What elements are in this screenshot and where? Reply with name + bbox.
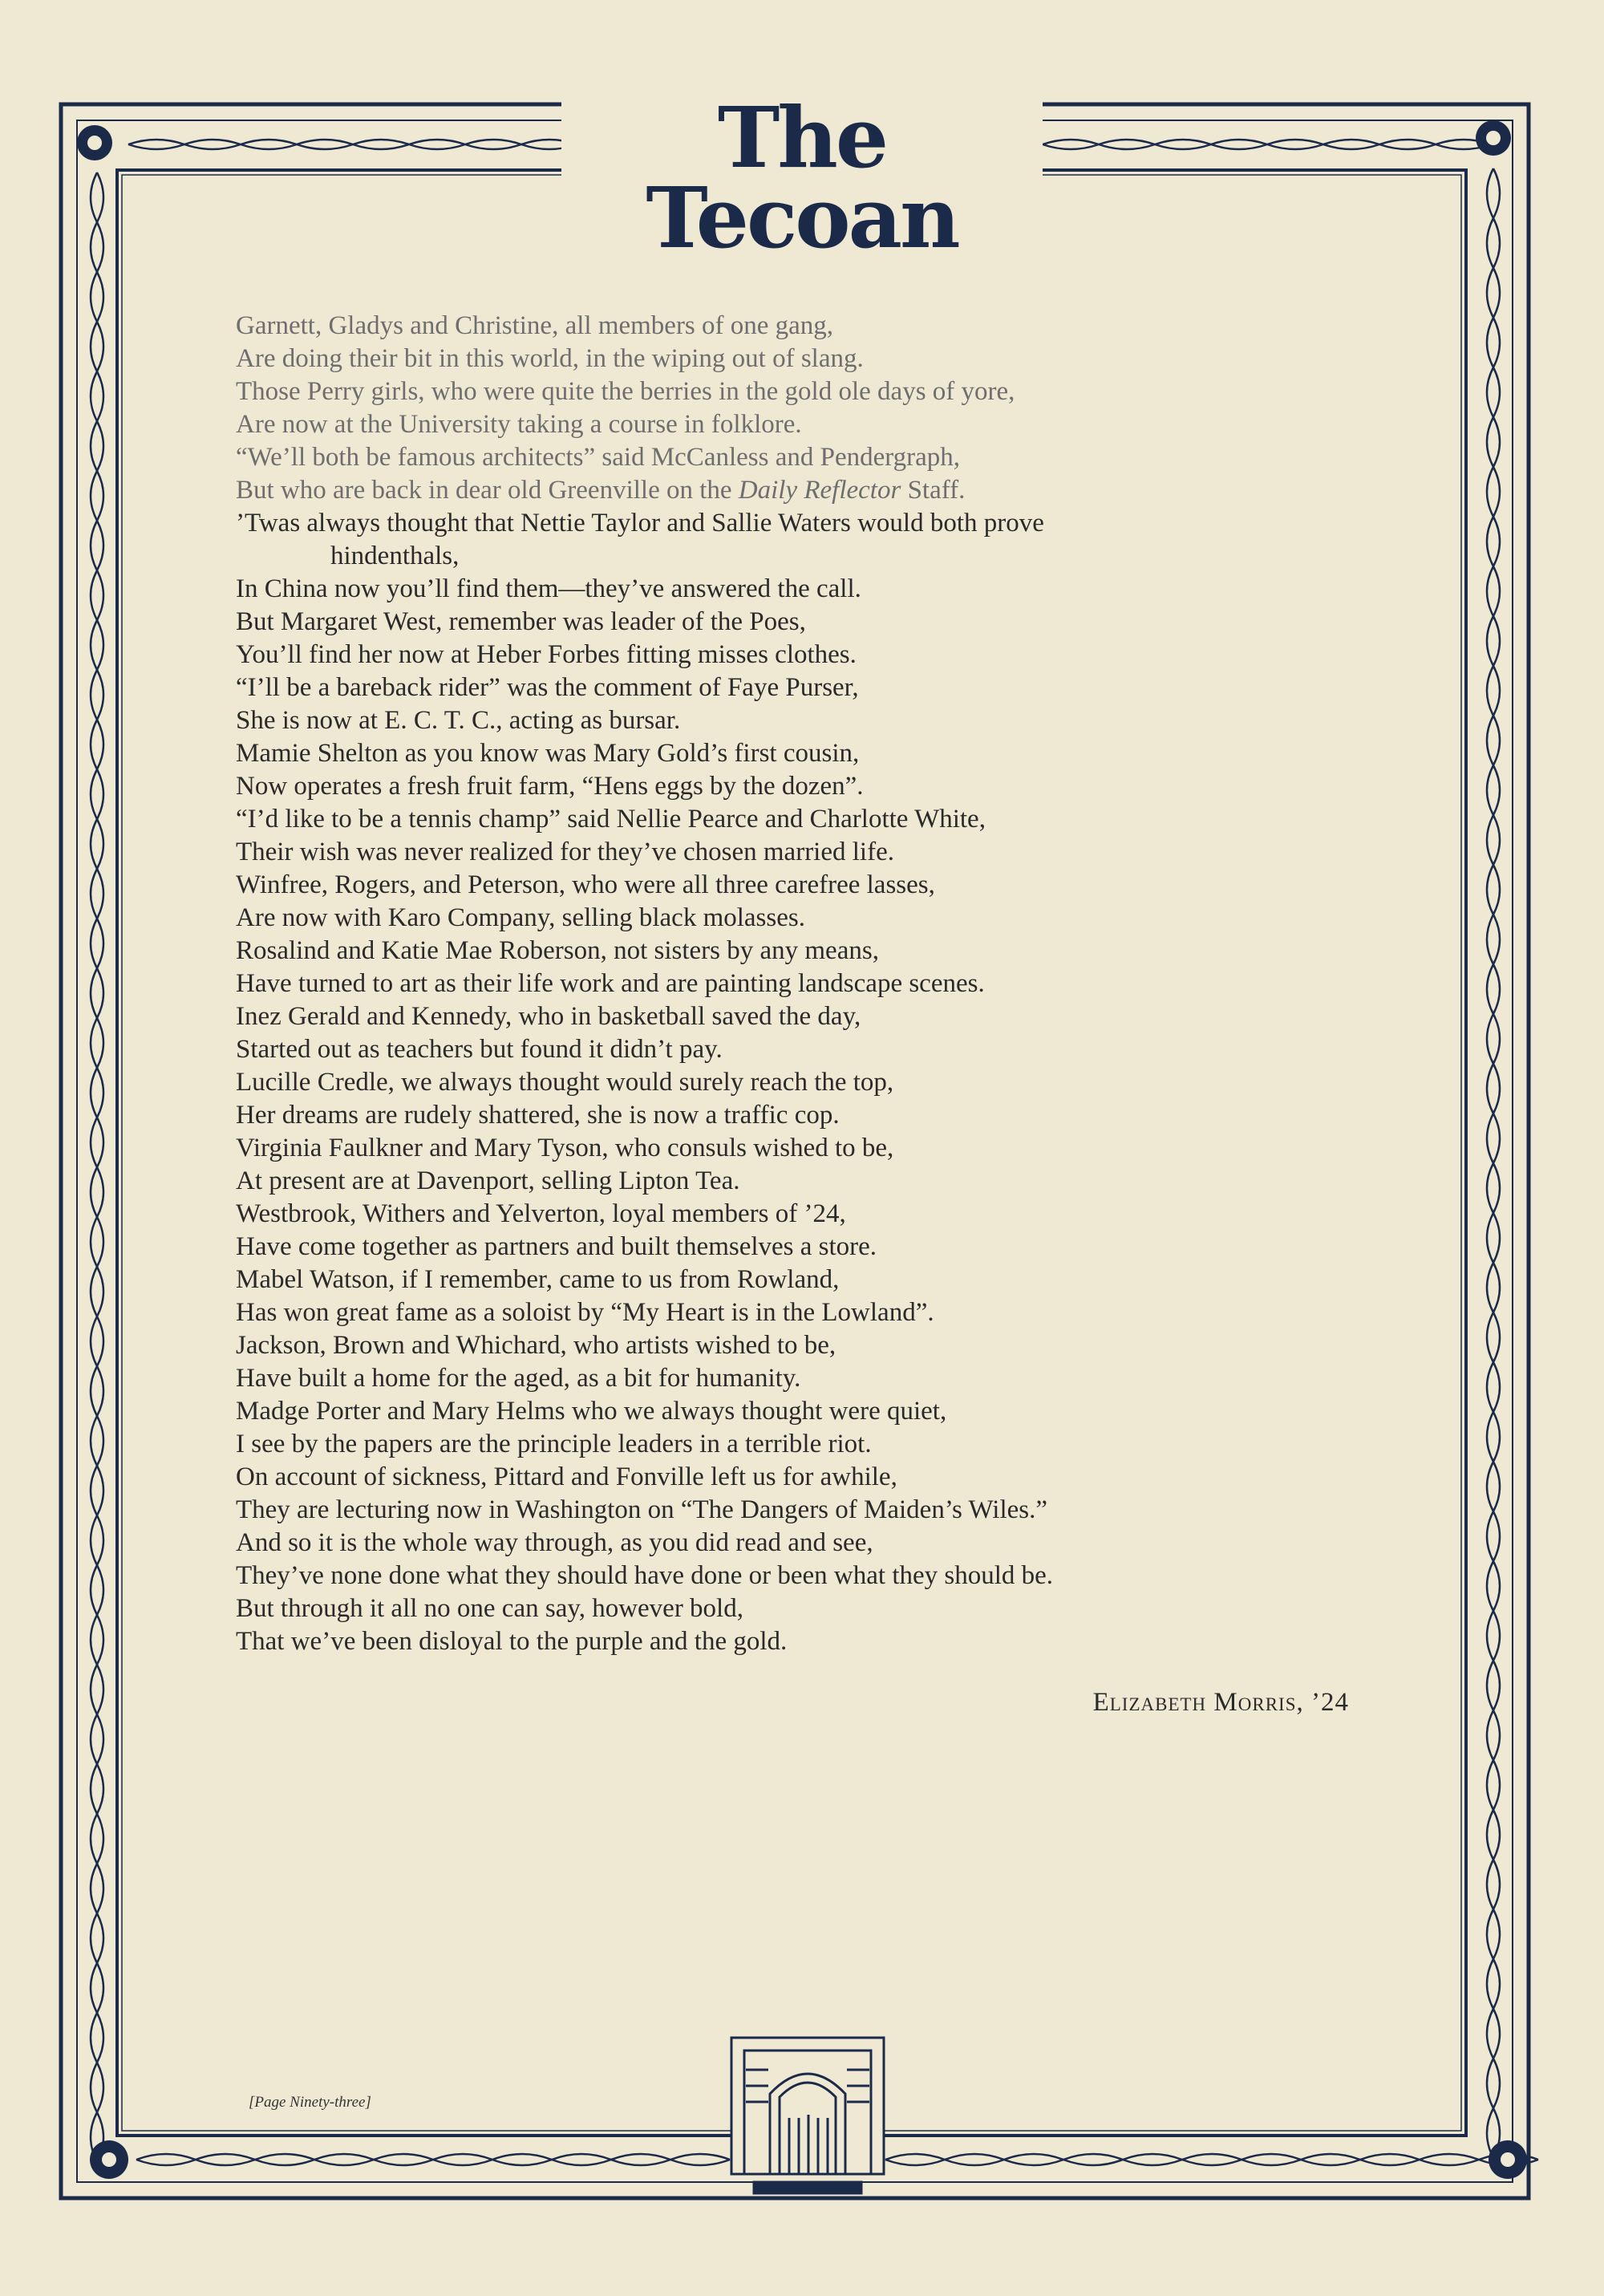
vine-leaf xyxy=(91,371,103,421)
vine-leaf xyxy=(409,140,465,149)
vine-leaf xyxy=(1487,964,1500,1014)
vine-leaf xyxy=(945,2154,1004,2165)
vine-leaf xyxy=(374,2154,433,2165)
vine-leaf xyxy=(1123,2154,1182,2165)
vine-leaf xyxy=(91,471,103,521)
poem-line: Have turned to art as their life work and are painting landscape scenes. xyxy=(236,969,985,998)
poem-line: They are lecturing now in Washington on “The Dangers of Maiden’s Wiles.” xyxy=(236,1495,1048,1524)
vine-leaf xyxy=(1323,140,1379,149)
vine-leaf xyxy=(91,1316,103,1366)
vine-leaf xyxy=(1487,1710,1500,1760)
vine-leaf xyxy=(91,1615,103,1665)
vine-leaf xyxy=(91,1515,103,1565)
vine-leaf xyxy=(1487,616,1500,666)
vine-leaf xyxy=(91,1814,103,1864)
vine-leaf xyxy=(314,2154,374,2165)
poem-body xyxy=(236,310,1391,1658)
vine-leaf xyxy=(91,968,103,1018)
vine-leaf xyxy=(1241,2154,1301,2165)
right-vine-ornament xyxy=(1487,168,1500,2158)
vine-leaf xyxy=(885,2154,945,2165)
vine-leaf xyxy=(433,2154,492,2165)
vine-leaf xyxy=(1487,268,1500,318)
poem-line: Have come together as partners and built themselves a store. xyxy=(236,1232,877,1261)
poem-line: Those Perry girls, who were quite the berries in the gold ole days of yore, xyxy=(236,377,1015,406)
vine-leaf xyxy=(1379,140,1436,149)
vine-leaf xyxy=(1487,2009,1500,2059)
vine-leaf xyxy=(1487,367,1500,417)
vine-leaf xyxy=(91,2013,103,2063)
vine-leaf xyxy=(91,1118,103,1167)
vine-leaf xyxy=(1267,140,1323,149)
poem-line: In China now you’ll find them—they’ve answered the call. xyxy=(236,574,861,603)
vine-leaf xyxy=(1487,1511,1500,1561)
vine-leaf xyxy=(128,140,184,149)
vine-leaf xyxy=(91,570,103,620)
vine-leaf xyxy=(1487,168,1500,218)
poem-line: Mamie Shelton as you know was Mary Gold’s first cousin, xyxy=(236,739,860,768)
vine-leaf xyxy=(241,140,297,149)
vine-leaf xyxy=(1487,1760,1500,1810)
poem-line: Are now with Karo Company, selling black molasses. xyxy=(236,903,805,932)
vine-leaf xyxy=(1211,140,1267,149)
vine-leaf xyxy=(91,720,103,769)
poem-line: “I’ll be a bareback rider” was the comment of Faye Purser, xyxy=(236,673,859,702)
vine-leaf xyxy=(1487,865,1500,915)
poem-line: Their wish was never realized for they’ve chosen married life. xyxy=(236,838,894,866)
vine-leaf xyxy=(1487,467,1500,517)
vine-leaf xyxy=(196,2154,255,2165)
vine-leaf xyxy=(1301,2154,1360,2165)
vine-leaf xyxy=(1487,1462,1500,1511)
vine-leaf xyxy=(91,172,103,222)
vine-leaf xyxy=(91,819,103,869)
vine-leaf xyxy=(91,670,103,720)
vine-leaf xyxy=(353,140,409,149)
vine-leaf xyxy=(91,1068,103,1118)
vine-leaf xyxy=(1063,2154,1123,2165)
vine-leaf xyxy=(91,1714,103,1764)
vine-leaf xyxy=(1487,1909,1500,1959)
vine-leaf xyxy=(91,1267,103,1316)
poem-line: Westbrook, Withers and Yelverton, loyal members of ’24, xyxy=(236,1199,846,1228)
vine-leaf xyxy=(91,1565,103,1615)
vine-leaf xyxy=(670,2154,730,2165)
poem-line: “We’ll both be famous architects” said McCanless and Pendergraph, xyxy=(236,443,961,472)
poem-line: They’ve none done what they should have done or been what they should be. xyxy=(236,1561,1054,1590)
vine-leaf xyxy=(1487,2059,1500,2108)
left-vine-ornament xyxy=(91,172,103,2162)
poem-line: Have built a home for the aged, as a bit for humanity. xyxy=(236,1364,801,1393)
vine-leaf xyxy=(91,1466,103,1515)
vine-leaf xyxy=(1487,218,1500,268)
poem-line: Madge Porter and Mary Helms who we always thought were quiet, xyxy=(236,1397,947,1426)
vine-leaf xyxy=(465,140,521,149)
vine-leaf xyxy=(1099,140,1155,149)
vine-leaf xyxy=(297,140,353,149)
poem-line: Garnett, Gladys and Christine, all members of one gang, xyxy=(236,311,834,340)
vine-leaf xyxy=(1487,1412,1500,1462)
vine-leaf xyxy=(1487,1810,1500,1860)
poem-line: Mabel Watson, if I remember, came to us from Rowland, xyxy=(236,1265,840,1294)
vine-leaf xyxy=(1487,915,1500,964)
poem-line: hindenthals, xyxy=(330,542,460,570)
vine-leaf xyxy=(91,1018,103,1068)
poem-line: Has won great fame as a soloist by “My Heart is in the Lowland”. xyxy=(236,1298,934,1327)
poem-line: Rosalind and Katie Mae Roberson, not sisters by any means, xyxy=(236,936,879,965)
vine-leaf xyxy=(91,1665,103,1714)
poem-line: You’ll find her now at Heber Forbes fitting misses clothes. xyxy=(236,640,857,669)
vine-leaf xyxy=(91,1217,103,1267)
vine-leaf xyxy=(91,1963,103,2013)
poem-line: Are now at the University taking a course in folklore. xyxy=(236,410,802,439)
vine-leaf xyxy=(91,222,103,272)
vine-leaf xyxy=(91,421,103,471)
vine-leaf xyxy=(91,1167,103,1217)
poem-line: ’Twas always thought that Nettie Taylor and Sallie Waters would both prove xyxy=(236,509,1044,537)
vine-leaf xyxy=(1487,765,1500,815)
poem-line: And so it is the whole way through, as you did read and see, xyxy=(236,1528,873,1557)
vine-leaf xyxy=(1487,517,1500,566)
poem-line: Lucille Credle, we always thought would surely reach the top, xyxy=(236,1068,894,1097)
vine-leaf xyxy=(1487,1263,1500,1312)
vine-leaf xyxy=(1487,1362,1500,1412)
vine-leaf xyxy=(1487,1163,1500,1213)
building-emblem-icon xyxy=(731,2038,884,2193)
poem-line: Winfree, Rogers, and Peterson, who were all three carefree lasses, xyxy=(236,870,935,899)
vine-leaf xyxy=(91,521,103,570)
vine-leaf xyxy=(91,1764,103,1814)
vine-leaf xyxy=(91,769,103,819)
vine-leaf xyxy=(1487,417,1500,467)
poem-line: Are doing their bit in this world, in the wiping out of slang. xyxy=(236,344,864,373)
poem-line: That we’ve been disloyal to the purple and the gold. xyxy=(236,1627,788,1656)
masthead-title: The Tecoan xyxy=(561,98,1043,178)
vine-leaf xyxy=(1487,1860,1500,1909)
vine-leaf xyxy=(136,2154,196,2165)
vine-leaf xyxy=(1487,1561,1500,1611)
poem-line: Started out as teachers but found it didn’t pay. xyxy=(236,1035,723,1064)
vine-leaf xyxy=(1487,815,1500,865)
vine-leaf xyxy=(1487,1114,1500,1163)
poem-line: But who are back in dear old Greenville on the Daily Reflector Staff. xyxy=(236,476,966,505)
poem-line: On account of sickness, Pittard and Fonville left us for awhile, xyxy=(236,1462,897,1491)
vine-leaf xyxy=(1487,1611,1500,1661)
poem-line: I see by the papers are the principle leaders in a terrible riot. xyxy=(236,1430,872,1458)
vine-leaf xyxy=(91,2063,103,2112)
vine-leaf xyxy=(91,1366,103,1416)
vine-leaf xyxy=(1487,1312,1500,1362)
poem-line: Virginia Faulkner and Mary Tyson, who consuls wished to be, xyxy=(236,1134,894,1162)
author-signature: Elizabeth Morris, ’24 xyxy=(1092,1688,1349,1717)
vine-leaf xyxy=(1487,1959,1500,2009)
poem-line: But through it all no one can say, however bold, xyxy=(236,1594,743,1623)
vine-leaf xyxy=(1487,1213,1500,1263)
vine-leaf xyxy=(91,272,103,322)
vine-leaf xyxy=(1487,566,1500,616)
vine-leaf xyxy=(1487,1064,1500,1114)
vine-leaf xyxy=(91,869,103,919)
vine-leaf xyxy=(1487,716,1500,765)
vine-leaf xyxy=(1155,140,1211,149)
vine-leaf xyxy=(91,620,103,670)
vine-leaf xyxy=(492,2154,552,2165)
vine-leaf xyxy=(1004,2154,1063,2165)
vine-leaf xyxy=(1487,318,1500,367)
vine-leaf xyxy=(1420,2154,1479,2165)
vine-leaf xyxy=(1487,1014,1500,1064)
vine-leaf xyxy=(91,1864,103,1913)
vine-leaf xyxy=(91,1913,103,1963)
vine-leaf xyxy=(552,2154,611,2165)
poem-line: But Margaret West, remember was leader of the Poes, xyxy=(236,607,806,636)
poem-line: At present are at Davenport, selling Lipton Tea. xyxy=(236,1166,740,1195)
poem-line: “I’d like to be a tennis champ” said Nellie Pearce and Charlotte White, xyxy=(236,805,986,834)
poem-line: Jackson, Brown and Whichard, who artists wished to be, xyxy=(236,1331,836,1360)
vine-leaf xyxy=(255,2154,314,2165)
poem-line: Her dreams are rudely shattered, she is now a traffic cop. xyxy=(236,1101,840,1130)
vine-leaf xyxy=(91,322,103,371)
page-number: [Page Ninety-three] xyxy=(249,2094,371,2111)
vine-leaf xyxy=(1360,2154,1420,2165)
vine-leaf xyxy=(91,919,103,968)
poem-line: Now operates a fresh fruit farm, “Hens eggs by the dozen”. xyxy=(236,772,864,801)
poem-line: She is now at E. C. T. C., acting as bursar. xyxy=(236,706,681,735)
vine-leaf xyxy=(1487,1661,1500,1710)
poem-line: Inez Gerald and Kennedy, who in basketball saved the day, xyxy=(236,1002,861,1031)
vine-leaf xyxy=(1043,140,1099,149)
vine-leaf xyxy=(611,2154,670,2165)
vine-leaf xyxy=(1182,2154,1241,2165)
vine-leaf xyxy=(91,1416,103,1466)
vine-leaf xyxy=(1487,666,1500,716)
vine-leaf xyxy=(184,140,241,149)
